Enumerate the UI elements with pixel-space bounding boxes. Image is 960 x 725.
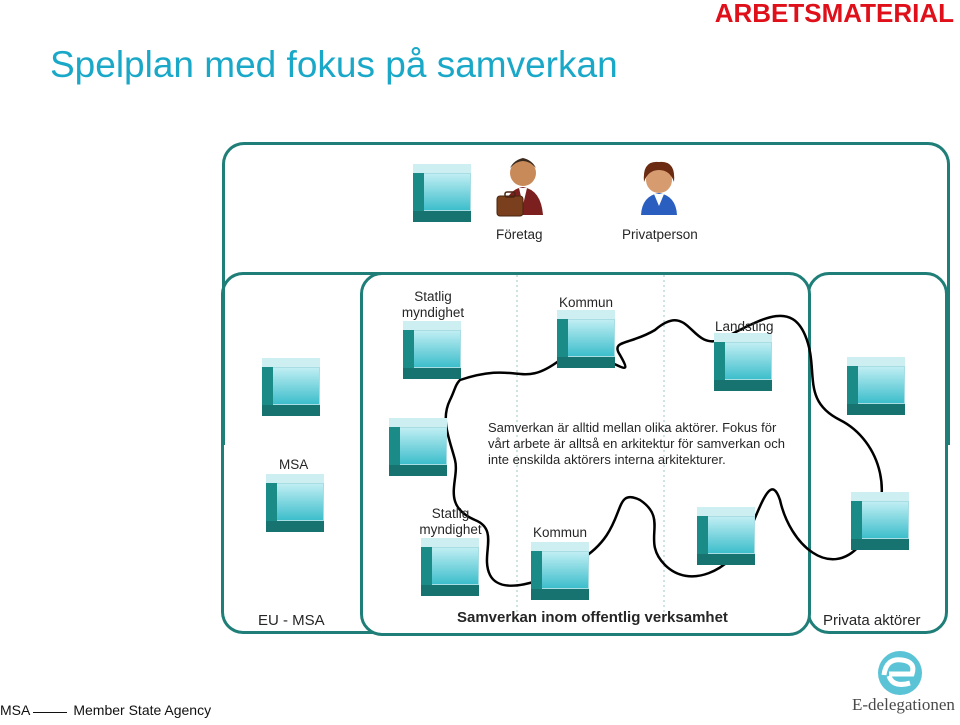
- label-agency-bottom: Statlig myndighet: [419, 506, 482, 537]
- label-company: Företag: [496, 227, 543, 242]
- footer-abbr: MSA: [0, 702, 30, 718]
- collaboration-note: Samverkan är alltid mellan olika aktörer. Fokus för vårt arbete är alltså en arkitektur för samverkan och inte enskilda aktörers interna arkitekturer.: [488, 420, 785, 467]
- footer-dash-line: [33, 712, 67, 713]
- label-agency-top: Statlig myndighet: [401, 289, 465, 320]
- label-county: Landsting: [715, 319, 774, 334]
- label-private-actors: Privata aktörer: [823, 612, 921, 629]
- footer-abbreviation: [0, 702, 211, 718]
- label-eu-msa: EU - MSA: [258, 612, 325, 629]
- label-private-person: Privatperson: [622, 227, 698, 242]
- logo-text: E-delegationen: [852, 695, 955, 714]
- footer-expansion: Member State Agency: [73, 702, 212, 718]
- page-title: Spelplan med fokus på samverkan: [50, 44, 618, 85]
- status-stamp: ARBETSMATERIAL: [714, 0, 954, 28]
- label-municipality-top: Kommun: [559, 295, 614, 310]
- label-public-collab: Samverkan inom offentlig verksamhet: [457, 609, 728, 626]
- label-municipality-bottom: Kommun: [533, 525, 588, 540]
- label-msa: MSA: [279, 457, 309, 472]
